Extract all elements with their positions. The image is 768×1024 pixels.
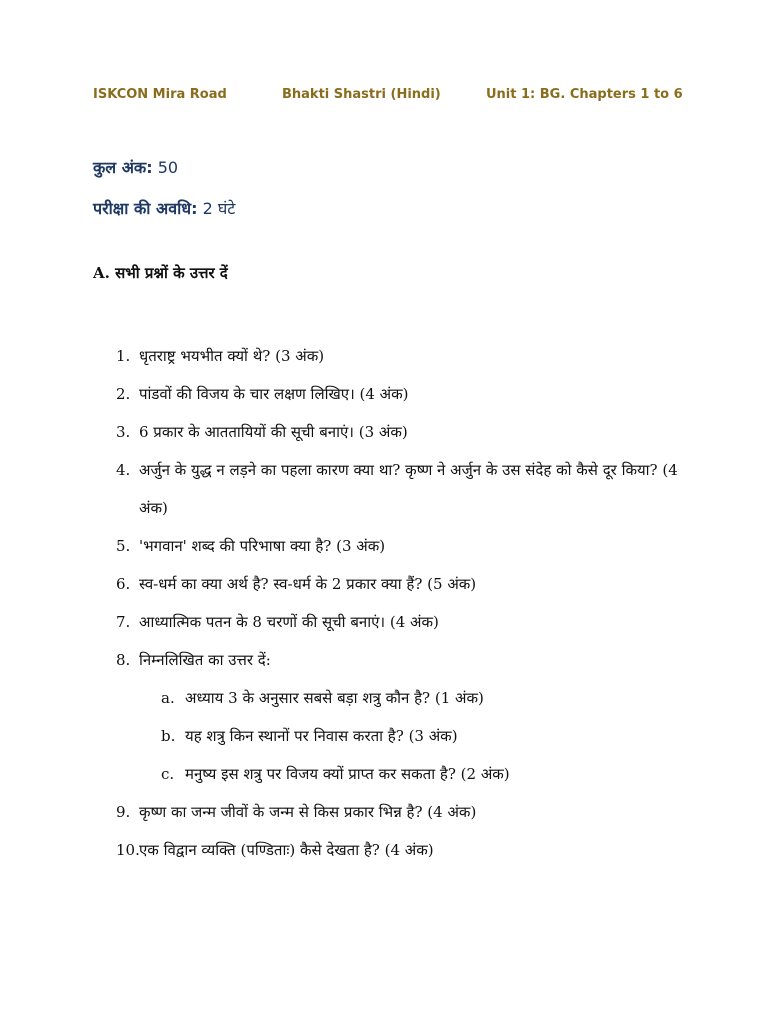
question-item [93, 831, 693, 869]
sub-question-text: मनुष्य इस शत्रु पर विजय क्यों प्राप्त कर सकता है? (2 अंक) [185, 765, 510, 783]
question-item [93, 641, 693, 679]
total-marks-value: 50 [157, 158, 179, 177]
question-item [93, 413, 693, 451]
question-text: अर्जुन के युद्ध न लड़ने का पहला कारण क्या था? कृष्ण ने अर्जुन के उस संदेह को कैसे दूर किया? (4 अंक) [139, 461, 678, 517]
page-header [93, 87, 693, 107]
question-number: 1. [116, 347, 131, 365]
exam-duration [93, 197, 235, 219]
question-text: कृष्ण का जन्म जीवों के जन्म से किस प्रकार भिन्न है? (4 अंक) [139, 803, 477, 821]
total-marks-label: कुल अंक: [93, 158, 153, 177]
sub-question-letter: a. [161, 689, 175, 707]
question-text: आध्यात्मिक पतन के 8 चरणों की सूची बनाएं। (4 अंक) [139, 613, 439, 631]
question-item [93, 603, 693, 641]
section-title: A. सभी प्रश्नों के उत्तर दें [93, 264, 228, 282]
question-item [93, 451, 693, 527]
header-unit: Unit 1: BG. Chapters 1 to 6 [486, 87, 683, 102]
sub-question-text: यह शत्रु किन स्थानों पर निवास करता है? (3 अंक) [185, 727, 458, 745]
question-item [93, 527, 693, 565]
sub-question-item [93, 755, 693, 793]
exam-duration-value: 2 घंटे [202, 199, 236, 218]
header-org: ISKCON Mira Road [93, 87, 227, 102]
sub-question-item [93, 717, 693, 755]
question-number: 9. [116, 803, 131, 821]
question-text: धृतराष्ट्र भयभीत क्यों थे? (3 अंक) [139, 347, 325, 365]
question-text: 6 प्रकार के आततायियों की सूची बनाएं। (3 अंक) [139, 423, 408, 441]
total-marks [93, 156, 178, 178]
question-number: 2. [116, 385, 131, 403]
question-number: 3. [116, 423, 131, 441]
question-number: 5. [116, 537, 131, 555]
question-text: निम्नलिखित का उत्तर दें: [139, 651, 271, 669]
question-item [93, 337, 693, 375]
sub-question-letter: c. [161, 765, 175, 783]
sub-question-text: अध्याय 3 के अनुसार सबसे बड़ा शत्रु कौन है? (1 अंक) [185, 689, 484, 707]
question-number: 7. [116, 613, 131, 631]
question-text: स्व-धर्म का क्या अर्थ है? स्व-धर्म के 2 प्रकार क्या हैं? (5 अंक) [139, 575, 477, 593]
question-number: 6. [116, 575, 131, 593]
question-text: पांडवों की विजय के चार लक्षण लिखिए। (4 अंक) [139, 385, 409, 403]
question-number: 4. [116, 461, 131, 479]
question-item [93, 375, 693, 413]
question-text: एक विद्वान व्यक्ति (पण्डिताः) कैसे देखता है? (4 अंक) [139, 841, 434, 859]
question-item [93, 565, 693, 603]
question-number: 8. [116, 651, 131, 669]
question-item [93, 793, 693, 831]
exam-duration-label: परीक्षा की अवधि: [93, 199, 198, 218]
question-list [93, 337, 693, 869]
question-text: 'भगवान' शब्द की परिभाषा क्या है? (3 अंक) [139, 537, 386, 555]
question-number: 10. [116, 841, 140, 859]
sub-question-item [93, 679, 693, 717]
header-course: Bhakti Shastri (Hindi) [282, 87, 441, 102]
sub-question-letter: b. [161, 727, 176, 745]
